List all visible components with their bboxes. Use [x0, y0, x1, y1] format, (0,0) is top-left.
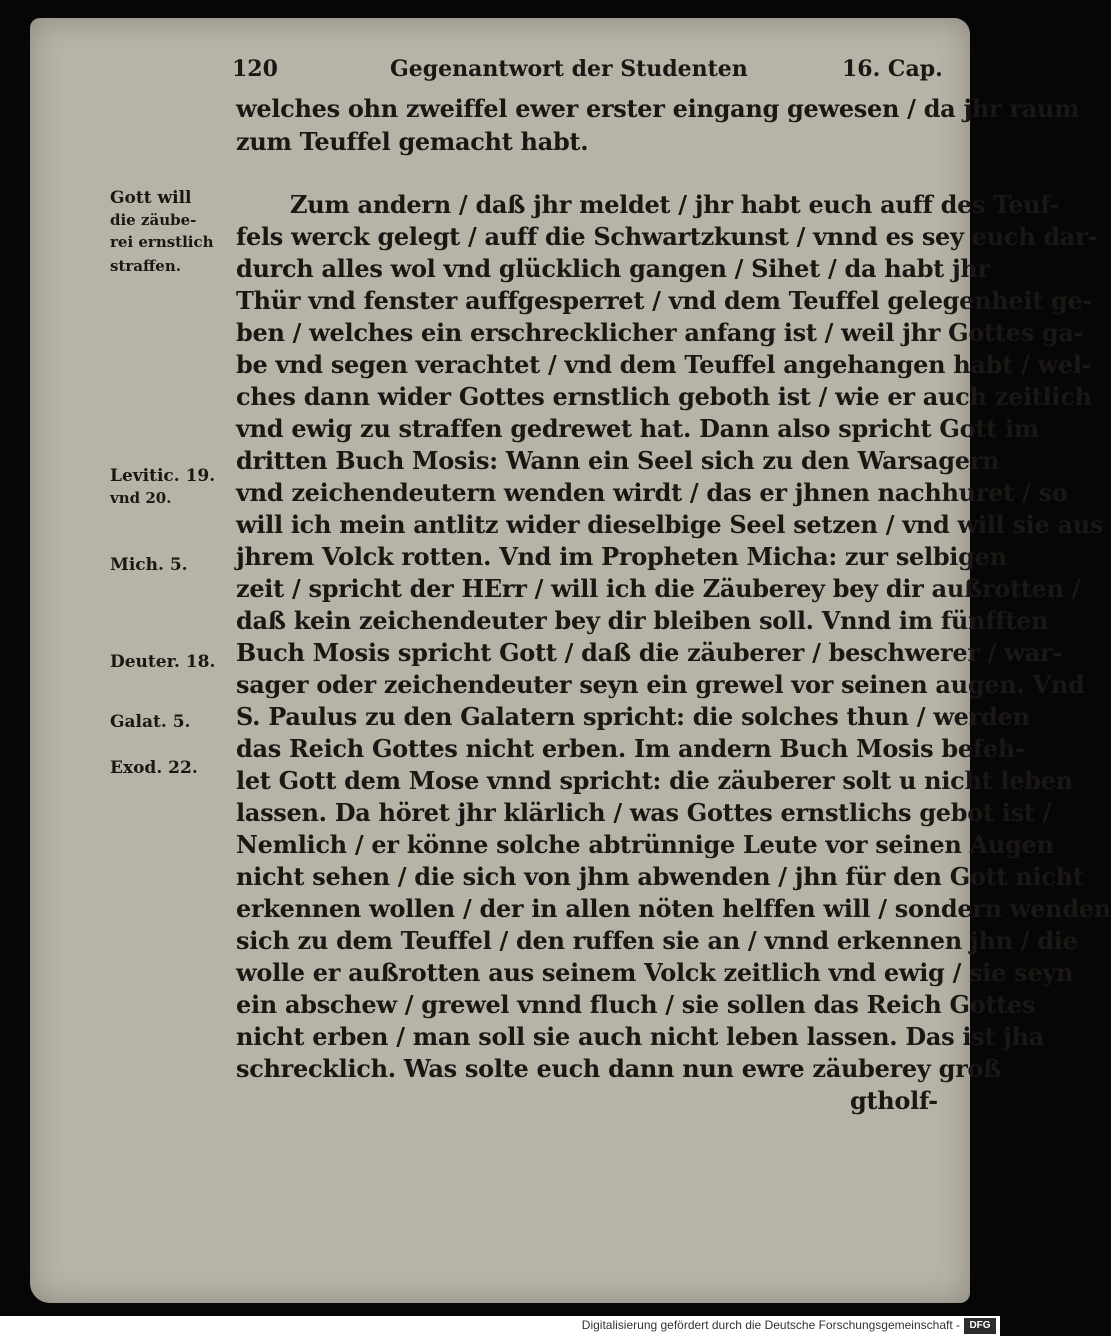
- margin-note: Deuter. 18.: [110, 652, 216, 672]
- body-line: wolle er außrotten aus seinem Volck zeitlich vnd ewig / sie seyn: [236, 958, 1074, 987]
- margin-note: Levitic. 19.: [110, 466, 216, 486]
- margin-note: Galat. 5.: [110, 712, 191, 732]
- body-line: will ich mein antlitz wider dieselbige Seel setzen / vnd will sie aus: [236, 510, 1104, 539]
- body-line: Nemlich / er könne solche abtrünnige Leute vor seinen Augen: [236, 830, 1054, 859]
- body-line: sager oder zeichendeuter seyn ein grewel vor seinen augen. Vnd: [236, 670, 1085, 699]
- margin-note: Mich. 5.: [110, 555, 188, 575]
- footer-bar: [0, 1316, 1000, 1336]
- footer-credit: Digitalisierung gefördert durch die Deutsche Forschungsgemeinschaft -: [581, 1318, 960, 1332]
- dfg-logo-icon: DFG: [964, 1318, 996, 1334]
- body-line: erkennen wollen / der in allen nöten helffen will / sondern wenden: [236, 894, 1111, 923]
- body-line: durch alles wol vnd glücklich gangen / Sihet / da habt jhr: [236, 254, 990, 283]
- body-line: jhrem Volck rotten. Vnd im Propheten Micha: zur selbigen: [236, 542, 1007, 571]
- page-number: 120: [232, 56, 278, 82]
- body-line: Buch Mosis spricht Gott / daß die zäuberer / beschwerer / war-: [236, 638, 1062, 667]
- chapter-label: 16. Cap.: [842, 56, 943, 82]
- running-title: Gegenantwort der Studenten: [390, 56, 748, 82]
- body-line: zum Teuffel gemacht habt.: [236, 127, 589, 156]
- body-line: vnd ewig zu straffen gedrewet hat. Dann also spricht Gott im: [236, 414, 1039, 443]
- margin-note: Gott will: [110, 188, 192, 208]
- body-line: fels werck gelegt / auff die Schwartzkunst / vnnd es sey euch dar-: [236, 222, 1098, 251]
- body-line: be vnd segen verachtet / vnd dem Teuffel angehangen habt / wel-: [236, 350, 1092, 379]
- body-line: ein abschew / grewel vnnd fluch / sie sollen das Reich Gottes: [236, 990, 1036, 1019]
- page-header: [0, 56, 1000, 90]
- body-line: ben / welches ein erschrecklicher anfang ist / weil jhr Gottes ga-: [236, 318, 1084, 347]
- body-line: Zum andern / daß jhr meldet / jhr habt euch auff des Teuf-: [290, 190, 1060, 219]
- body-line: nicht sehen / die sich von jhm abwenden / jhn für den Gott nicht: [236, 862, 1084, 891]
- margin-note: Exod. 22.: [110, 758, 198, 778]
- margin-note: straffen.: [110, 257, 181, 275]
- body-line: vnd zeichendeutern wenden wirdt / das er jhnen nachhuret / so: [236, 478, 1068, 507]
- body-line: dritten Buch Mosis: Wann ein Seel sich zu den Warsagern: [236, 446, 1000, 475]
- body-line: Thür vnd fenster auffgesperret / vnd dem Teuffel gelegenheit ge-: [236, 286, 1093, 315]
- catchword: gtholf-: [850, 1086, 938, 1115]
- body-line: zeit / spricht der HErr / will ich die Zäuberey bey dir außrotten /: [236, 574, 1081, 603]
- margin-note: rei ernstlich: [110, 233, 214, 251]
- margin-note: die zäube-: [110, 211, 197, 229]
- body-line: sich zu dem Teuffel / den ruffen sie an / vnnd erkennen jhn / die: [236, 926, 1078, 955]
- body-line: schrecklich. Was solte euch dann nun ewre zäuberey groß: [236, 1054, 1002, 1083]
- body-line: nicht erben / man soll sie auch nicht leben lassen. Das ist jha: [236, 1022, 1045, 1051]
- margin-note: vnd 20.: [110, 489, 172, 507]
- body-line: lassen. Da höret jhr klärlich / was Gottes ernstlichs gebot ist /: [236, 798, 1052, 827]
- body-line: S. Paulus zu den Galatern spricht: die solches thun / werden: [236, 702, 1030, 731]
- body-line: ches dann wider Gottes ernstlich geboth ist / wie er auch zeitlich: [236, 382, 1092, 411]
- body-line: let Gott dem Mose vnnd spricht: die zäuberer solt u nicht leben: [236, 766, 1073, 795]
- body-line: welches ohn zweiffel ewer erster eingang gewesen / da jhr raum: [236, 94, 1080, 123]
- body-line: daß kein zeichendeuter bey dir bleiben soll. Vnnd im fünfften: [236, 606, 1049, 635]
- body-line: das Reich Gottes nicht erben. Im andern Buch Mosis befeh-: [236, 734, 1025, 763]
